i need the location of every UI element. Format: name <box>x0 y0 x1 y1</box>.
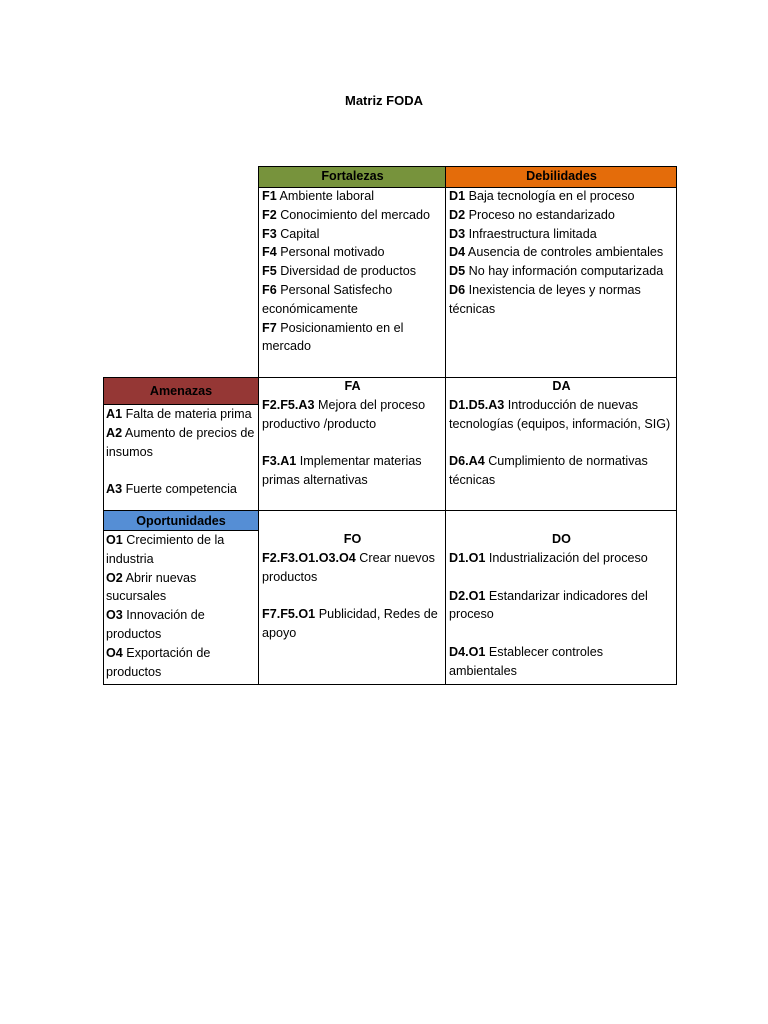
oportunidades-list <box>106 531 258 681</box>
header-amenazas <box>103 377 259 404</box>
header-fa-label: FA <box>344 379 361 393</box>
list-item: F1 Ambiente laboral <box>262 189 375 203</box>
list-item: F3 Capital <box>262 226 320 241</box>
header-do <box>446 530 677 549</box>
list-item: F3.A1 Implementar materias primas alternativas <box>262 454 422 488</box>
list-item: F6 Personal Satisfecho económicamente <box>262 282 393 316</box>
list-item: F2.F3.O1.O3.O4 Crear nuevos productos <box>262 551 435 584</box>
page-title: Matriz FODA <box>345 93 423 108</box>
fo-strategies <box>262 549 444 643</box>
list-item: D3 Infraestructura limitada <box>449 226 597 241</box>
list-item: A3 Fuerte competencia <box>106 482 237 497</box>
list-item: F2 Conocimiento del mercado <box>262 207 431 222</box>
list-item: D1.D5.A3 Introducción de nuevas tecnologías (equipos, información, SIG) <box>449 398 671 431</box>
list-item: D5 No hay información computarizada <box>449 264 664 279</box>
list-item: D4 Ausencia de controles ambientales <box>449 245 664 260</box>
list-item: D6 Inexistencia de leyes y normas técnicas <box>449 282 641 316</box>
da-strategies <box>449 396 673 490</box>
header-fortalezas-label: Fortalezas <box>321 169 384 183</box>
debilidades-list <box>449 187 673 319</box>
list-item: D2 Proceso no estandarizado <box>449 207 615 222</box>
list-item: O3 Innovación de productos <box>106 608 205 641</box>
list-item: A2 Aumento de precios de insumos <box>106 425 255 459</box>
fa-strategies <box>262 396 444 490</box>
list-item: D6.A4 Cumplimiento de normativas técnicas <box>449 454 648 488</box>
list-item: O2 Abrir nuevas sucursales <box>106 570 197 604</box>
amenazas-list <box>106 405 258 499</box>
list-item: F7 Posicionamiento en el mercado <box>262 320 404 354</box>
header-fo <box>259 530 446 549</box>
list-item: F2.F5.A3 Mejora del proceso productivo /producto <box>262 398 426 431</box>
do-strategies <box>449 549 673 681</box>
header-oportunidades-label: Oportunidades <box>136 514 226 528</box>
header-fo-label: FO <box>343 532 362 546</box>
list-item: F7.F5.O1 Publicidad, Redes de apoyo <box>262 607 438 641</box>
list-item: F4 Personal motivado <box>262 245 385 260</box>
header-amenazas-label: Amenazas <box>149 384 213 398</box>
header-debilidades <box>446 167 677 187</box>
list-item: D4.O1 Establecer controles ambientales <box>449 644 604 678</box>
header-do-label: DO <box>552 532 571 546</box>
list-item: F5 Diversidad de productos <box>262 264 417 279</box>
list-item: O4 Exportación de productos <box>106 645 211 679</box>
header-fa <box>259 377 446 395</box>
fortalezas-list <box>262 187 444 356</box>
list-item: A1 Falta de materia prima <box>106 407 252 421</box>
list-item: D2.O1 Estandarizar indicadores del proceso <box>449 588 648 622</box>
list-item: D1 Baja tecnología en el proceso <box>449 189 635 203</box>
header-oportunidades <box>103 511 259 531</box>
header-da-label: DA <box>552 379 571 393</box>
header-fortalezas <box>259 167 446 187</box>
header-da <box>446 377 677 395</box>
header-debilidades-label: Debilidades <box>526 169 597 183</box>
list-item: O1 Crecimiento de la industria <box>106 533 225 566</box>
list-item: D1.O1 Industrialización del proceso <box>449 551 648 565</box>
